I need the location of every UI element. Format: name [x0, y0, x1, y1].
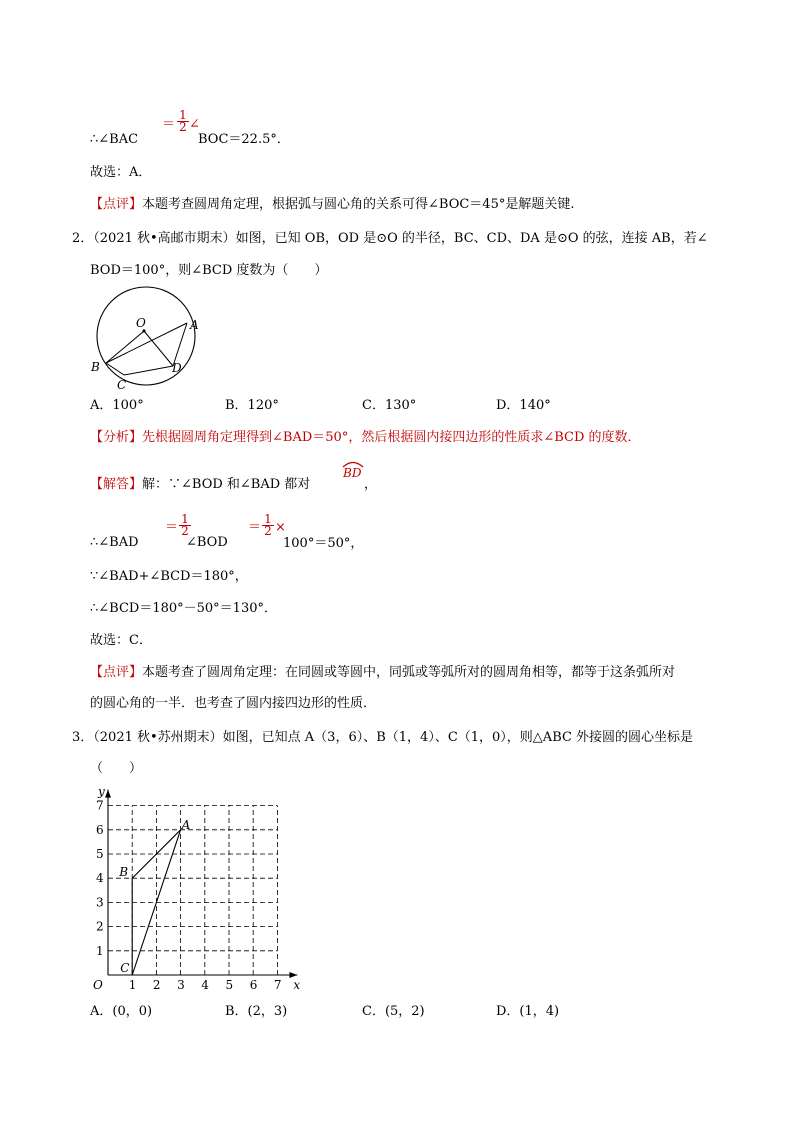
- q2-solution-line1: [90, 477, 310, 493]
- q2-segment-AB: [106, 323, 187, 363]
- point-label-b: B: [119, 865, 129, 880]
- q1-line1-pre: ∴∠BAC: [90, 132, 139, 147]
- q2-segment-CD: [124, 366, 173, 375]
- q1-line1-eq: ＝: [162, 117, 176, 132]
- y-tick-label: 2: [96, 919, 104, 934]
- q3-option-a: A．(0，0): [90, 1004, 153, 1019]
- y-tick-label: 3: [96, 895, 104, 910]
- q2-fraction-1: $\frac{1}{2}$: [179, 514, 191, 537]
- x-tick-label: 5: [225, 978, 234, 992]
- q2-solution-comma: ，: [364, 477, 378, 492]
- q1-comment-text: 本题考查圆周角定理，根据弧与圆心角的关系可得∠BOC＝45°是解题关键.: [142, 197, 575, 212]
- q3-option-d: D．(1，4): [496, 1004, 560, 1019]
- q1-line1: [90, 132, 138, 148]
- q2-step2-eq2: ＝: [248, 520, 262, 535]
- q2-stem-line2: BOD＝100°，则∠BCD 度数为（ ）: [90, 263, 328, 278]
- y-tick-label: 6: [96, 822, 104, 837]
- x-tick-label: 7: [273, 978, 282, 992]
- q2-label-B: B: [91, 360, 100, 374]
- q2-arc-label: BD: [343, 466, 362, 480]
- point-label-c: C: [120, 961, 130, 975]
- x-tick-label: 2: [152, 978, 161, 992]
- q2-arc-bd: [341, 458, 365, 484]
- q2-solution-text: 解：∵∠BOD 和∠BAD 都对: [142, 477, 311, 492]
- q2-step2-post: 100°＝50°，: [283, 536, 364, 551]
- q2-option-d: D．140°: [496, 398, 551, 413]
- x-tick-label: 6: [249, 978, 258, 992]
- q2-answer: 故选：C．: [90, 633, 152, 648]
- q2-analysis-tag: 【分析】: [90, 430, 143, 445]
- q3-coordinate-grid: [86, 785, 316, 995]
- q3-stem-line2: （ ）: [90, 761, 143, 776]
- q2-comment-tag: 【点评】: [90, 665, 143, 680]
- q3-stem-line1: 3．（2021 秋•苏州期末）如图，已知点 A（3，6）、B（1，4）、C（1，0），则△ABC 外接圆的圆心坐标是: [72, 730, 694, 745]
- origin-label: O: [93, 978, 103, 992]
- q3-option-c: C．(5，2): [362, 1004, 425, 1019]
- y-axis-label: y: [98, 785, 105, 799]
- x-tick-label: 4: [201, 978, 209, 992]
- q2-step3: ∵∠BAD+∠BCD＝180°，: [90, 569, 248, 584]
- q1-answer: 故选：A．: [90, 165, 152, 180]
- q1-fraction: $\frac{1}{2}$: [177, 110, 189, 133]
- q2-label-D: D: [172, 361, 182, 375]
- q2-comment-line1: [90, 665, 675, 681]
- q2-label-C: C: [117, 378, 127, 392]
- y-tick-label: 5: [96, 847, 104, 861]
- q2-segment-BC: [106, 363, 124, 375]
- y-tick-label: 1: [96, 943, 104, 958]
- q2-label-O: O: [136, 316, 146, 330]
- q2-stem-line1: 2．（2021 秋•高邮市期末）如图，已知 OB，OD 是⊙O 的半径，BC、CD、DA 是⊙O 的弦，连接 AB，若∠: [72, 231, 708, 246]
- q2-step2-times: ×: [275, 520, 286, 535]
- y-axis-arrow: [105, 790, 111, 798]
- q2-comment-text1: 本题考查了圆周角定理：在同圆或等圆中，同弧或等弧所对的圆周角相等，都等于这条弧所对: [142, 665, 676, 680]
- q1-line1-angle: ∠: [189, 117, 200, 132]
- q1-line1-post: BOC＝22.5°．: [198, 132, 290, 147]
- q2-step2-eq1: ＝: [165, 520, 179, 535]
- q2-option-a: A．100°: [90, 398, 144, 413]
- q2-segment-DA: [173, 323, 187, 366]
- q2-option-b: B．120°: [225, 398, 279, 413]
- q2-analysis-text: 先根据圆周角定理得到∠BAD＝50°，然后根据圆内接四边形的性质求∠BCD 的度数．: [142, 430, 641, 445]
- x-tick-label: 1: [128, 978, 137, 992]
- q2-step2-pre: ∴∠BAD: [90, 535, 139, 550]
- q2-comment-line2: 的圆心角的一半．也考查了圆内接四边形的性质．: [90, 696, 377, 711]
- q2-fraction-2: $\frac{1}{2}$: [262, 514, 274, 537]
- q2-option-c: C．130°: [362, 398, 417, 413]
- q2-circle-figure: [86, 284, 216, 394]
- q1-comment: [90, 197, 574, 213]
- y-tick-label: 7: [96, 798, 104, 813]
- q2-step2-mid: ∠BOD: [186, 535, 228, 550]
- y-tick-label: 4: [96, 871, 104, 886]
- q2-step4: ∴∠BCD＝180°－50°＝130°．: [90, 601, 277, 616]
- q2-label-A: A: [190, 318, 199, 332]
- point-label-a: A: [181, 817, 191, 832]
- q3-option-b: B．(2，3): [225, 1004, 288, 1019]
- q2-segment-OD: [144, 331, 173, 366]
- x-tick-label: 3: [177, 978, 185, 992]
- q2-solution-tag: 【解答】: [90, 477, 143, 492]
- q2-analysis: [90, 430, 641, 446]
- q1-comment-tag: 【点评】: [90, 197, 143, 212]
- x-axis-label: x: [293, 978, 301, 992]
